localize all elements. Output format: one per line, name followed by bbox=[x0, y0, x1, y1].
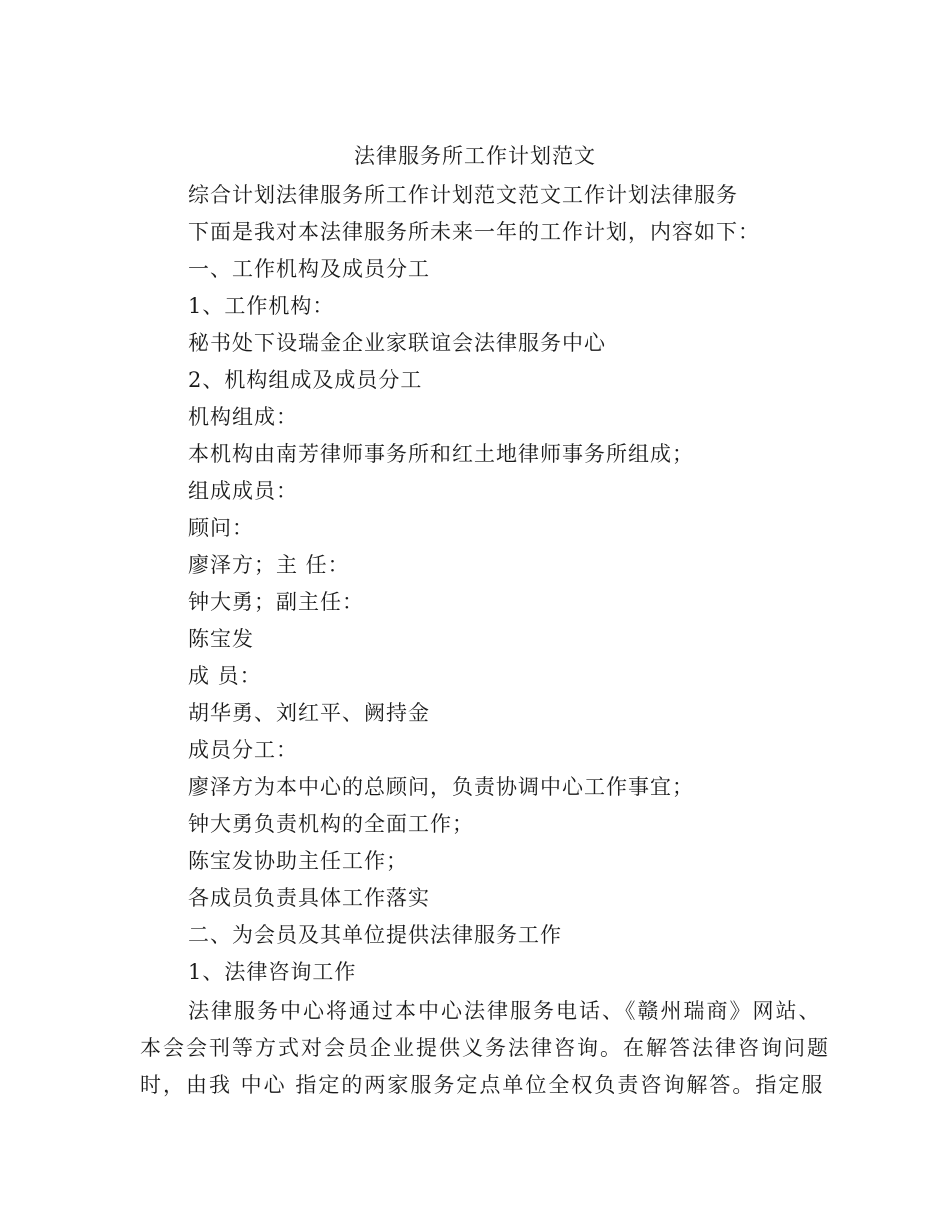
section-heading: 二、为会员及其单位提供法律服务工作 bbox=[188, 923, 562, 947]
body-line: 钟大勇；副主任： bbox=[188, 590, 364, 614]
paragraph-line: 时，由我 中心 指定的两家服务定点单位全权负责咨询解答。指定服 bbox=[140, 1073, 825, 1097]
body-line: 组成成员： bbox=[188, 479, 298, 503]
body-line: 秘书处下设瑞金企业家联谊会法律服务中心 bbox=[188, 331, 606, 355]
body-line: 本机构由南芳律师事务所和红土地律师事务所组成； bbox=[188, 442, 694, 466]
subsection-heading: 1、工作机构： bbox=[188, 294, 335, 318]
body-line: 机构组成： bbox=[188, 405, 298, 429]
body-line: 下面是我对本法律服务所未来一年的工作计划，内容如下： bbox=[188, 220, 760, 244]
paragraph-line: 法律服务中心将通过本中心法律服务电话、《赣州瑞商》网站、 bbox=[188, 999, 822, 1023]
body-paragraph bbox=[140, 993, 830, 1104]
document-title: 法律服务所工作计划范文 bbox=[354, 144, 596, 168]
body-line: 胡华勇、刘红平、阙持金 bbox=[188, 701, 430, 725]
body-line: 廖泽方；主 任： bbox=[188, 553, 350, 577]
body-line: 成员分工： bbox=[188, 738, 298, 762]
document-body bbox=[188, 177, 828, 991]
paragraph-line: 本会会刊等方式对会员企业提供义务法律咨询。在解答法律咨询问题 bbox=[140, 1036, 830, 1060]
subsection-heading: 2、机构组成及成员分工 bbox=[188, 368, 423, 392]
body-line: 钟大勇负责机构的全面工作； bbox=[188, 812, 474, 836]
body-line: 综合计划法律服务所工作计划范文范文工作计划法律服务 bbox=[188, 183, 738, 207]
body-line: 陈宝发协助主任工作； bbox=[188, 849, 408, 873]
subsection-heading: 1、法律咨询工作 bbox=[188, 960, 357, 984]
section-heading: 一、工作机构及成员分工 bbox=[188, 257, 430, 281]
body-line: 廖泽方为本中心的总顾问，负责协调中心工作事宜； bbox=[188, 775, 694, 799]
body-line: 陈宝发 bbox=[188, 627, 254, 651]
body-line: 各成员负责具体工作落实 bbox=[188, 886, 430, 910]
body-line: 顾问： bbox=[188, 516, 254, 540]
body-line: 成 员： bbox=[188, 664, 262, 688]
